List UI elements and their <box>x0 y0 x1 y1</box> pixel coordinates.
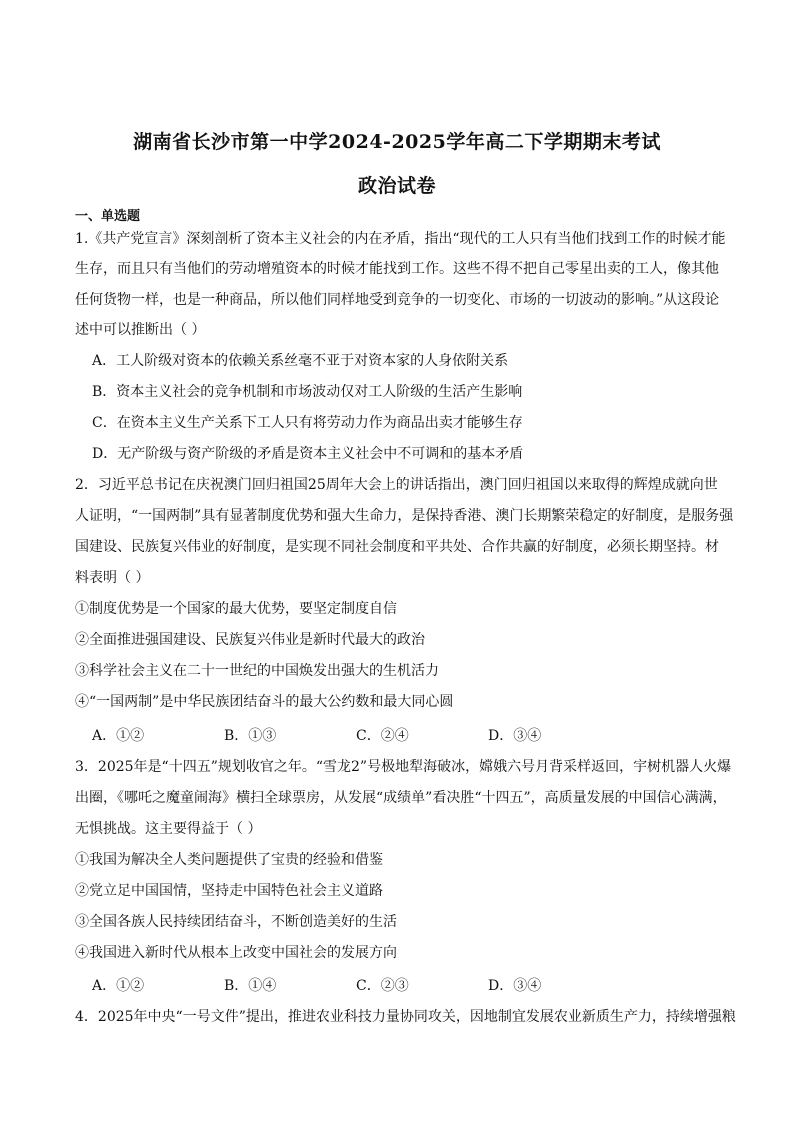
q2-item-1: ①制度优势是一个国家的最大优势，要坚定制度自信 <box>75 601 397 617</box>
q1-stem-line: 生存，而且只有当他们的劳动增殖资本的时候才能找到工作。这些不得不把自己零星出卖的工人，像其他 <box>75 261 719 277</box>
q3-item-1: ①我国为解决全人类问题提供了宝贵的经验和借鉴 <box>75 852 383 868</box>
q1-stem-line: 任何货物一样，也是一种商品，所以他们同样地受到竞争的一切变化、市场的一切波动的影响。”从这段论 <box>75 292 720 308</box>
q1-option-c[interactable]: C．在资本主义生产关系下工人只有将劳动力作为商品出卖才能够生存 <box>92 415 523 431</box>
exam-subtitle: 政治试卷 <box>357 175 436 197</box>
q2-item-4: ④“一国两制”是中华民族团结奋斗的最大公约数和最大同心圆 <box>75 694 454 710</box>
q2-item-3: ③科学社会主义在二十一世纪的中国焕发出强大的生机活力 <box>75 663 439 679</box>
q2-stem-line: 2．习近平总书记在庆祝澳门回归祖国25周年大会上的讲话指出，澳门回归祖国以来取得的辉煌成就向世 <box>75 477 718 493</box>
q3-item-4: ④我国进入新时代从根本上改变中国社会的发展方向 <box>75 945 397 961</box>
q3-stem-line: 无惧挑战。这主要得益于（ ） <box>75 821 262 837</box>
q1-option-b[interactable]: B．资本主义社会的竞争机制和市场波动仅对工人阶级的生活产生影响 <box>92 384 523 400</box>
q2-item-2: ②全面推进强国建设、民族复兴伟业是新时代最大的政治 <box>75 632 425 648</box>
q3-stem-line: 3．2025年是“十四五”规划收官之年。“雪龙2”号极地犁海破冰，嫦娥六号月背采样返回，宇树机器人火爆 <box>75 759 732 775</box>
q1-option-d[interactable]: D．无产阶级与资产阶级的矛盾是资本主义社会中不可调和的基本矛盾 <box>92 446 524 462</box>
q2-choice-c[interactable]: C．②④ <box>356 728 409 744</box>
q2-stem-line: 国建设、民族复兴伟业的好制度，是实现不同社会制度和平共处、合作共赢的好制度，必须长期坚持。材 <box>75 539 719 555</box>
q3-choices <box>92 976 632 996</box>
q2-choice-b[interactable]: B．①③ <box>224 728 277 744</box>
q2-choices <box>92 726 632 746</box>
q4-stem-line: 4．2025年中央“一号文件”提出，推进农业科技力量协同攻关，因地制宜发展农业新质生产力，持续增强粮 <box>75 1009 736 1025</box>
section-heading: 一、单选题 <box>75 209 141 224</box>
q3-choice-c[interactable]: C．②③ <box>356 978 409 994</box>
q3-item-3: ③全国各族人民持续团结奋斗，不断创造美好的生活 <box>75 914 397 930</box>
q3-stem-line: 出圈，《哪吒之魔童闹海》横扫全球票房，从发展“成绩单”看决胜“十四五”，高质量发展的中国信心满满， <box>75 790 727 806</box>
q2-stem-line: 料表明（ ） <box>75 570 150 586</box>
q1-option-a[interactable]: A．工人阶级对资本的依赖关系丝毫不亚于对资本家的人身依附关系 <box>92 353 509 369</box>
q3-choice-d[interactable]: D．③④ <box>488 978 542 994</box>
q3-choice-b[interactable]: B．①④ <box>224 978 277 994</box>
q2-choice-a[interactable]: A．①② <box>92 728 145 744</box>
q1-stem-line: 述中可以推断出（ ） <box>75 322 206 338</box>
exam-title: 湖南省长沙市第一中学2024-2025学年高二下学期期末考试 <box>133 131 661 153</box>
q3-item-2: ②党立足中国国情，坚持走中国特色社会主义道路 <box>75 883 383 899</box>
q3-choice-a[interactable]: A．①② <box>92 978 145 994</box>
q2-stem-line: 人证明，“一国两制”具有显著制度优势和强大生命力，是保持香港、澳门长期繁荣稳定的好制度，是服务强 <box>75 508 734 524</box>
q1-stem-line: 1.《共产党宣言》深刻剖析了资本主义社会的内在矛盾，指出“现代的工人只有当他们找到工作的时候才能 <box>75 231 726 247</box>
q2-choice-d[interactable]: D．③④ <box>488 728 542 744</box>
